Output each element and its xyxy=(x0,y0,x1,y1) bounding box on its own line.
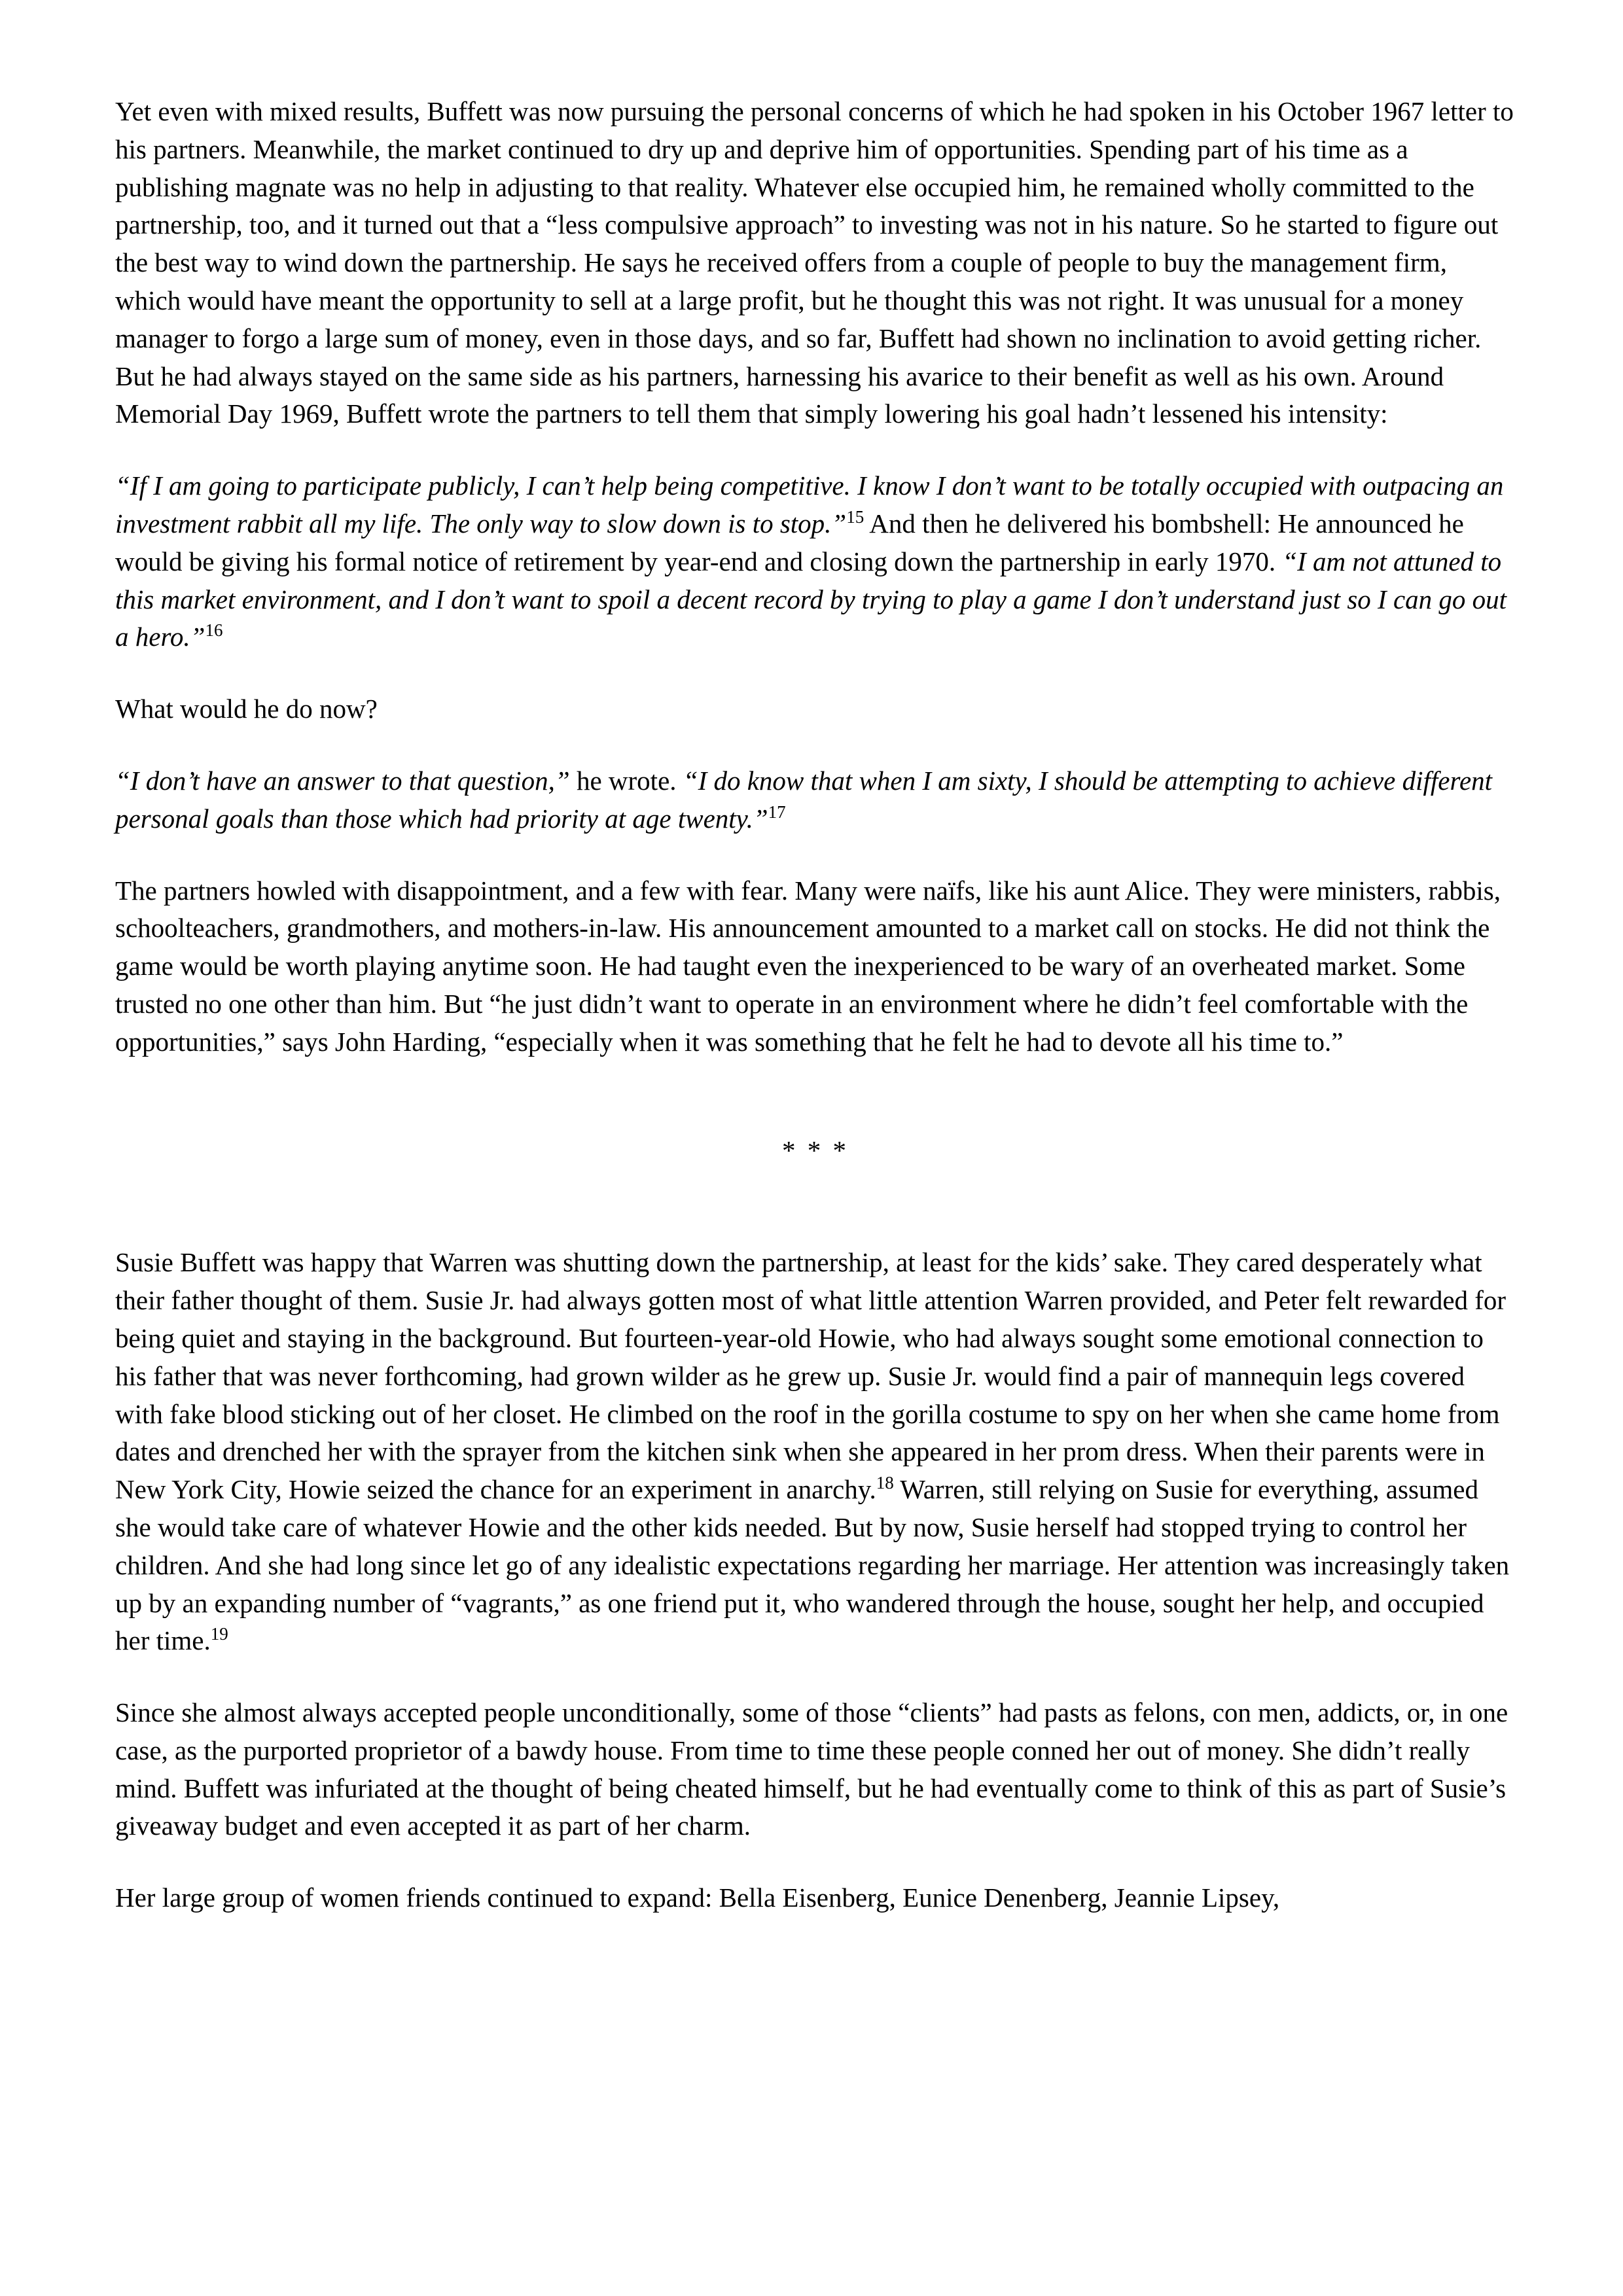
quote-market-environment: “I am not attuned to this market environment, and I don’t want to spoil a decent record by trying to play a game I don’t understand just so I can go out a hero.” xyxy=(115,546,1507,652)
footnote-ref-15: 15 xyxy=(846,507,865,527)
paragraph-susie-and-kids xyxy=(115,1244,1516,1660)
quote-no-answer: “I don’t have an answer to that question,” xyxy=(115,765,570,796)
paragraph-clients: Since she almost always accepted people unconditionally, some of those “clients” had pasts as felons, con men, addicts, or, in one case, as the purported proprietor of a bawdy house. From time to time these people conned her out of money. She didn’t really mind. Buffett was infuriated at the thought of being cheated himself, but he had eventually come to think of this as part of Susie’s giveaway budget and even accepted it as part of her charm. xyxy=(115,1697,1508,1841)
paragraph-retirement-announcement xyxy=(115,467,1516,656)
quote-age-sixty: “I do know that when I am sixty, I should be attempting to achieve different personal goals than those which had priority at age twenty.” xyxy=(115,765,1493,834)
paragraph-partnership-wind-down: Yet even with mixed results, Buffett was now pursuing the personal concerns of which he had spoken in his October 1967 letter to his partners. Meanwhile, the market continued to dry up and deprive him of opportunities. Spending part of his time as a publishing magnate was no help in adjusting to that reality. Whatever else occupied him, he remained wholly committed to the partnership, too, and it turned out that a “less compulsive approach” to investing was not in his nature. So he started to figure out the best way to wind down the partnership. He says he received offers from a couple of people to buy the management firm, which would have meant the opportunity to sell at a large profit, but he thought this was not right. It was unusual for a money manager to forgo a large sum of money, even in those days, and so far, Buffett had shown no inclination to avoid getting richer. But he had always stayed on the same side as his partners, harnessing his avarice to their benefit as well as his own. Around Memorial Day 1969, Buffett wrote the partners to tell them that simply lowering his goal hadn’t lessened his intensity: xyxy=(115,96,1514,429)
footnote-ref-16: 16 xyxy=(205,620,223,641)
text-he-wrote: he wrote. xyxy=(569,765,683,796)
text-susie-part2: Warren, still relying on Susie for everything, assumed she would take care of whatever Howie and the other kids needed. But by now, Susie herself had stopped trying to control her children. And she had long since let go of any idealistic expectations regarding her marriage. Her attention was increasingly taken up by an expanding number of “vagrants,” as one friend put it, who wandered through the house, sought her help, and occupied her time. xyxy=(115,1474,1510,1656)
text-susie-part1: Susie Buffett was happy that Warren was shutting down the partnership, at least for the kids’ sake. They cared desperately what their father thought of them. Susie Jr. had always gotten most of what little attention Warren provided, and Peter felt rewarded for being quiet and staying in the background. But fourteen-year-old Howie, who had always sought some emotional connection to his father that was never forthcoming, had grown wilder as he grew up. Susie Jr. would find a pair of mannequin legs covered with fake blood sticking out of her closet. He climbed on the roof in the gorilla costume to spy on her when she came home from dates and drenched her with the sprayer from the kitchen sink when she appeared in her prom dress. When their parents were in New York City, Howie seized the chance for an experiment in anarchy. xyxy=(115,1247,1507,1505)
paragraph-partners-reaction: The partners howled with disappointment, and a few with fear. Many were naïfs, like his aunt Alice. They were ministers, rabbis, schoolteachers, grandmothers, and mothers-in-law. His announcement amounted to a market call on stocks. He did not think the game would be worth playing anytime soon. He had taught even the inexperienced to be wary of an overheated market. Some trusted no one other than him. But “he just didn’t want to operate in an environment where he didn’t feel comfortable with the opportunities,” says John Harding, “especially when it was something that he felt he had to devote all his time to.” xyxy=(115,875,1501,1057)
paragraph-women-friends: Her large group of women friends continued to expand: Bella Eisenberg, Eunice Denenberg, Jeannie Lipsey, xyxy=(115,1882,1280,1913)
footnote-ref-17: 17 xyxy=(768,802,786,822)
section-separator: * * * xyxy=(782,1135,849,1165)
quote-competitive: “If I am going to participate publicly, I can’t help being competitive. I know I don’t want to be totally occupied with outpacing an investment rabbit all my life. The only way to slow down is to stop.” xyxy=(115,470,1504,539)
footnote-ref-19: 19 xyxy=(210,1624,228,1644)
footnote-ref-18: 18 xyxy=(876,1473,894,1493)
document-page xyxy=(115,93,1516,1917)
paragraph-question: What would he do now? xyxy=(115,694,378,724)
paragraph-answer xyxy=(115,762,1516,838)
text-bombshell: And then he delivered his bombshell: He announced he would be giving his formal notice of retirement by year-end and closing down the partnership in early 1970. xyxy=(115,508,1464,576)
